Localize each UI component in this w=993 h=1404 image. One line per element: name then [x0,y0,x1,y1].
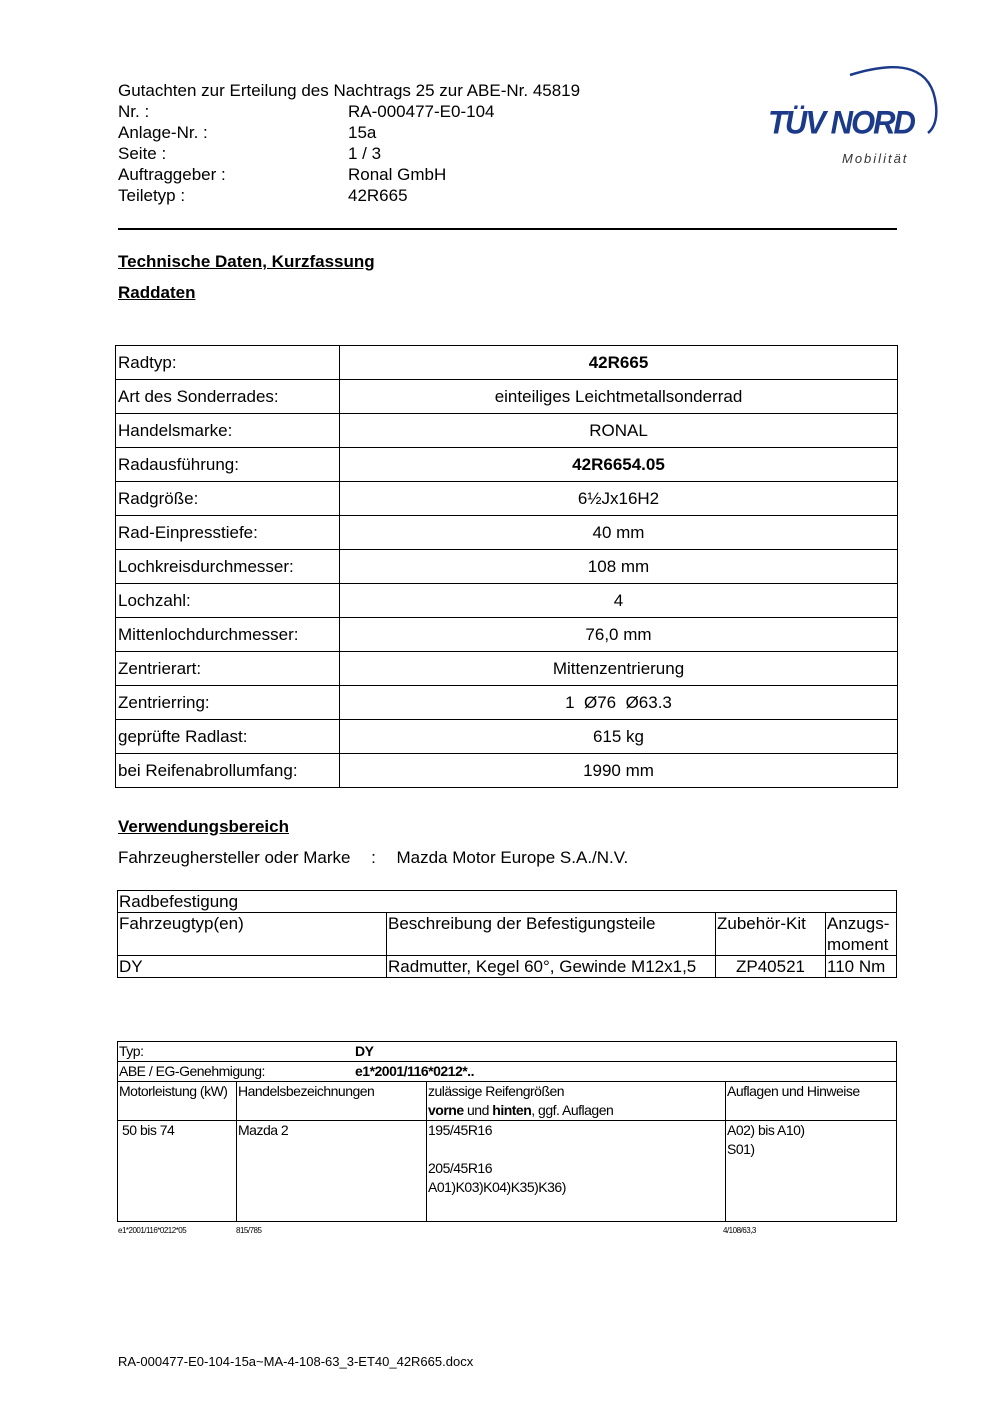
note-line: A02) bis A10) [727,1122,805,1138]
table-row [118,1062,897,1082]
header-label: Teiletyp : [118,186,186,205]
vehicle-maker-line [118,848,628,868]
header-row-nr [118,101,580,122]
table-row [116,414,898,448]
footnote-bolt: 4/108/63,3 [723,1226,756,1235]
table-row [116,448,898,482]
table-header-row [118,913,897,956]
row-value: 108 mm [340,550,898,584]
row-label: Art des Sonderrades: [116,380,340,414]
table-cell: Mazda 2 [237,1121,427,1222]
note-line: S01) [727,1141,755,1157]
column-header [427,1082,726,1121]
tire-header-und: und [463,1102,493,1118]
tire-header-vorne: vorne [428,1102,464,1118]
row-label: Lochkreisdurchmesser: [116,550,340,584]
table-row [116,482,898,516]
row-value: 76,0 mm [340,618,898,652]
row-label: Handelsmarke: [116,414,340,448]
abe-row [118,1062,897,1082]
tire-notes: A01)K03)K04)K35)K36) [428,1179,566,1195]
header-row-seite [118,143,580,164]
row-value: 40 mm [340,516,898,550]
row-value: 1990 mm [340,754,898,788]
maker-label: Fahrzeughersteller oder Marke [118,848,351,867]
table-row [116,380,898,414]
row-label: Mittenlochdurchmesser: [116,618,340,652]
typ-label: Typ: [119,1043,144,1059]
row-label: geprüfte Radlast: [116,720,340,754]
radbefestigung-table [117,890,897,978]
maker-value: Mazda Motor Europe S.A./N.V. [396,848,629,867]
section-verwendungsbereich: Verwendungsbereich [118,817,289,836]
row-value: 42R6654.05 [340,448,898,482]
table-cell: ZP40521 [716,956,826,978]
typ-table [117,1041,897,1222]
header-label: Seite : [118,144,167,163]
table-row [116,618,898,652]
section-raddaten: Raddaten [118,283,196,302]
row-value: 615 kg [340,720,898,754]
column-header: Fahrzeugtyp(en) [118,913,387,956]
document-title: Gutachten zur Erteilung des Nachtrags 25 zur ABE-Nr. 45819 [118,81,581,100]
abe-label: ABE / EG-Genehmigung: [119,1063,265,1079]
tire-header-hinten: hinten [492,1102,532,1118]
table-row [116,550,898,584]
header-label: Nr. : [118,102,150,121]
table-row [116,346,898,380]
section-technische-daten: Technische Daten, Kurzfassung [118,252,375,271]
row-value: 1 Ø76 Ø63.3 [340,686,898,720]
row-value: 6½Jx16H2 [340,482,898,516]
row-label: Zentrierring: [116,686,340,720]
table-cell [427,1121,726,1222]
row-value: einteiliges Leichtmetallsonderrad [340,380,898,414]
row-label: Rad-Einpresstiefe: [116,516,340,550]
column-header: Motorleistung (kW) [118,1082,237,1121]
header-value: Ronal GmbH [348,165,447,184]
column-header: Beschreibung der Befestigungsteile [387,913,716,956]
table-row [118,1042,897,1062]
header-row-anlage [118,122,580,143]
table-header-row [118,1082,897,1121]
logo-subtitle: Mobilität [842,151,909,166]
row-label: Radausführung: [116,448,340,482]
logo-name: TÜV NORD [768,104,914,141]
row-value: 42R665 [340,346,898,380]
header-label: Anlage-Nr. : [118,123,208,142]
header-value: 15a [348,123,377,142]
footnote-approval: e1*2001/116*0212*05 [118,1226,187,1235]
header-label: Auftraggeber : [118,165,226,184]
raddaten-table [115,345,898,788]
tire-header-rest: , ggf. Auflagen [531,1102,614,1118]
column-header: Zubehör-Kit [716,913,826,956]
table-row [116,584,898,618]
typ-row [118,1042,897,1062]
table-cell: 110 Nm [826,956,897,978]
header-value: 1 / 3 [348,144,382,163]
row-label: bei Reifenabrollumfang: [116,754,340,788]
table-cell: Radmutter, Kegel 60°, Gewinde M12x1,5 [387,956,716,978]
table-row [116,516,898,550]
footnote-load: 815/785 [236,1226,262,1235]
document-header [118,80,580,206]
row-value: RONAL [340,414,898,448]
table-row [116,652,898,686]
table-row [116,720,898,754]
column-header: Handelsbezeichnungen [237,1082,427,1121]
row-value: 4 [340,584,898,618]
table-row [118,891,897,913]
table-cell: 50 bis 74 [118,1121,237,1222]
tuv-nord-logo [760,55,950,175]
maker-separator: : [371,848,376,867]
table-row [116,754,898,788]
tire-size: 205/45R16 [428,1160,493,1176]
tire-header-line2 [428,1101,724,1120]
table-row [116,686,898,720]
document-footer: RA-000477-E0-104-15a~MA-4-108-63_3-ET40_42R665.docx [118,1354,474,1369]
row-label: Radgröße: [116,482,340,516]
header-row-auftraggeber [118,164,580,185]
column-header: Anzugs-moment [826,913,897,956]
row-label: Radtyp: [116,346,340,380]
header-value: 42R665 [348,186,408,205]
tire-size: 195/45R16 [428,1122,493,1138]
table-cell [726,1121,897,1222]
column-header: Auflagen und Hinweise [726,1082,897,1121]
row-label: Lochzahl: [116,584,340,618]
header-value: RA-000477-E0-104 [348,102,495,121]
row-label: Zentrierart: [116,652,340,686]
header-row-teiletyp [118,185,580,206]
abe-value: e1*2001/116*0212*.. [355,1063,474,1079]
header-divider [118,228,897,230]
typ-value: DY [355,1043,374,1059]
row-value: Mittenzentrierung [340,652,898,686]
table-row [118,1121,897,1222]
table-cell: DY [118,956,387,978]
table-title: Radbefestigung [118,891,897,913]
tire-header-line1: zulässige Reifengrößen [428,1083,565,1099]
table-row [118,956,897,978]
